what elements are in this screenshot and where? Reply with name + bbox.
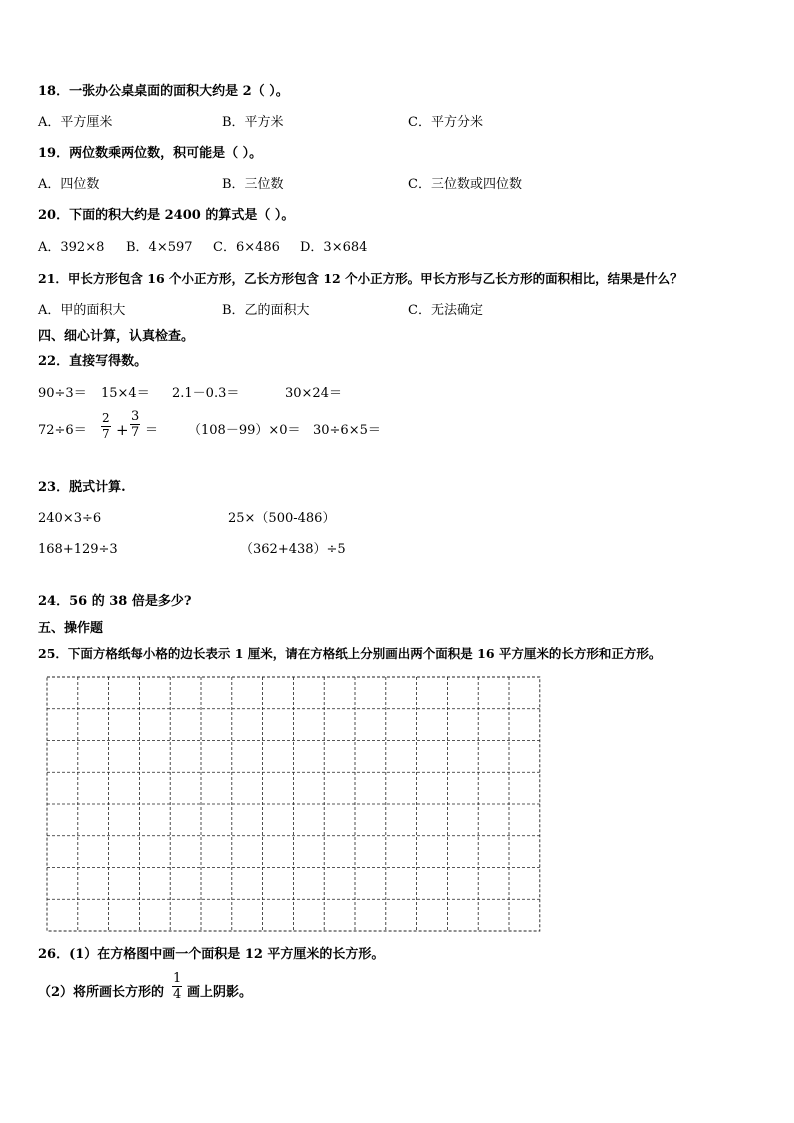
question-19-option-a: A．四位数 [38, 177, 100, 192]
question-26-part-2-suffix: 画上阴影。 [187, 985, 253, 1000]
step-calc-item-2: 25×（500-486） [228, 511, 336, 526]
question-18-option-c: C．平方分米 [408, 115, 483, 130]
question-18-stem: 18．一张办公桌桌面的面积大约是 2（ ）。 [38, 84, 289, 99]
question-19-stem: 19．两位数乘两位数，积可能是（ ）。 [38, 146, 263, 161]
question-22-stem: 22．直接写得数。 [38, 354, 148, 369]
question-18-option-b: B．平方米 [222, 115, 284, 130]
question-21-option-a: A．甲的面积大 [38, 303, 126, 318]
question-20-option-b: B．4×597 [126, 240, 193, 255]
question-20-stem: 20．下面的积大约是 2400 的算式是（ ）。 [38, 208, 295, 223]
question-23-stem: 23．脱式计算. [38, 480, 126, 495]
fraction-numerator: 1 [173, 971, 182, 986]
question-26-part-2-prefix: （2）将所画长方形的 [38, 985, 165, 1000]
question-24-stem: 24．56 的 38 倍是多少? [38, 594, 192, 609]
calc-item-2: 15×4＝ [101, 386, 150, 401]
question-25-stem: 25．下面方格纸每小格的边长表示 1 厘米，请在方格纸上分别画出两个面积是 16 平方厘米的长方形和正方形。 [38, 646, 662, 661]
calc-item-3: 2.1－0.3＝ [172, 386, 240, 401]
fraction-three-sevenths [130, 410, 140, 439]
question-19-option-c: C．三位数或四位数 [408, 177, 522, 192]
section-4-heading: 四、细心计算，认真检查。 [38, 329, 195, 344]
question-20-option-c: C．6×486 [213, 240, 280, 255]
fraction-denominator: 7 [102, 427, 110, 441]
question-21-option-c: C．无法确定 [408, 303, 483, 318]
calc-item-4: 30×24＝ [285, 386, 342, 401]
equals-sign: ＝ [145, 423, 159, 438]
question-20-option-d: D．3×684 [300, 240, 368, 255]
square-grid-paper[interactable] [46, 676, 542, 934]
fraction-one-quarter [172, 972, 182, 1001]
step-calc-item-4: （362+438）÷5 [240, 542, 346, 557]
section-5-heading: 五、操作题 [38, 621, 104, 636]
fraction-two-sevenths [101, 412, 111, 441]
fraction-denominator: 4 [173, 987, 182, 1002]
calc-item-5: 72÷6＝ [38, 423, 87, 438]
question-21-stem: 21．甲长方形包含 16 个小正方形，乙长方形包含 12 个小正方形。甲长方形与乙长方形的面积相比，结果是什么？ [38, 271, 683, 286]
calc-item-1: 90÷3＝ [38, 386, 87, 401]
calc-item-8: 30÷6×5＝ [313, 423, 381, 438]
fraction-numerator: 3 [131, 409, 140, 424]
plus-sign: + [116, 421, 129, 439]
calc-item-7: （108－99）×0＝ [188, 423, 301, 438]
step-calc-item-3: 168+129÷3 [38, 542, 118, 557]
question-18-option-a: A．平方厘米 [38, 115, 113, 130]
step-calc-item-1: 240×3÷6 [38, 511, 102, 526]
fraction-denominator: 7 [131, 425, 140, 440]
question-26-part-1: 26．(1）在方格图中画一个面积是 12 平方厘米的长方形。 [38, 947, 385, 962]
fraction-numerator: 2 [102, 411, 110, 425]
question-19-option-b: B．三位数 [222, 177, 284, 192]
question-20-option-a: A．392×8 [38, 240, 105, 255]
question-21-option-b: B．乙的面积大 [222, 303, 310, 318]
